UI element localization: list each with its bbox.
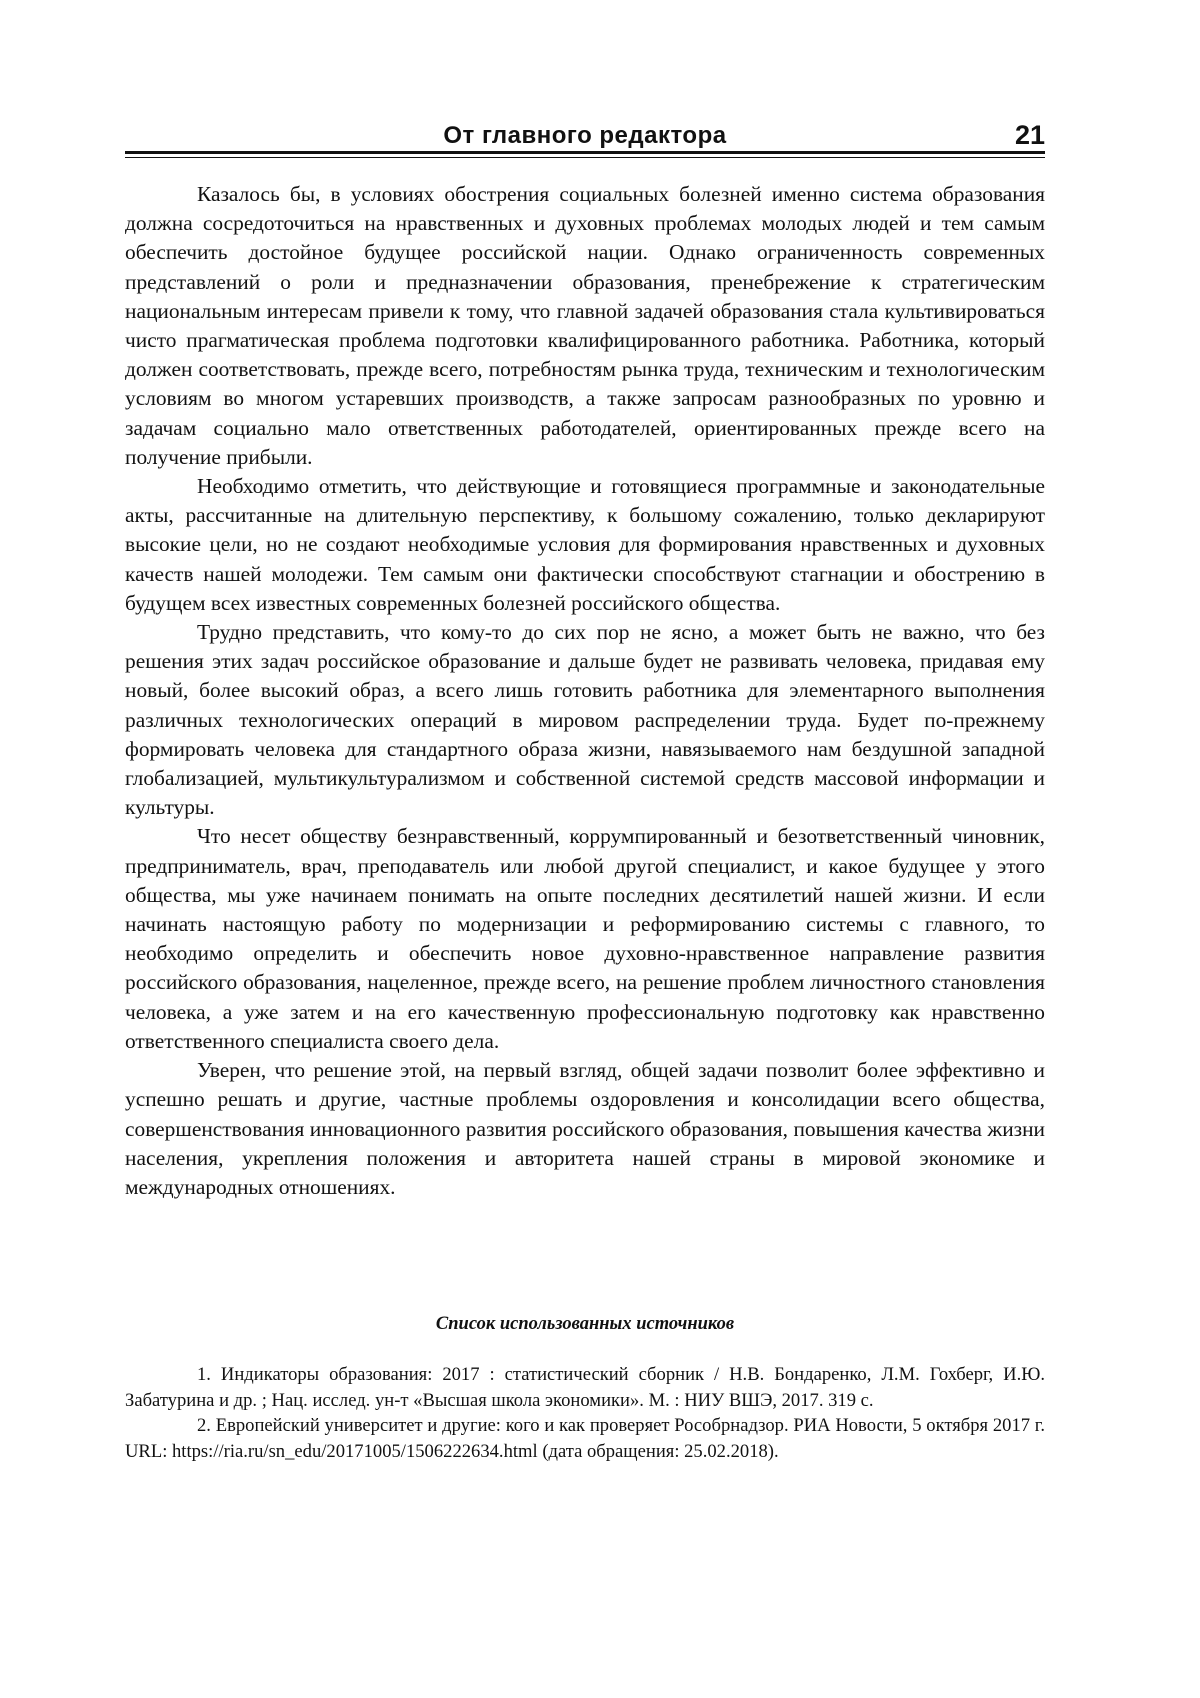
paragraph: Трудно представить, что кому-то до сих пор не ясно, а может быть не важно, что без решения этих задач российское образование и дальше будет не развивать человека, придавая ему новый, более высокий образ, а всего лишь готовить работника для элементарного выполнения различных технологических операций в мировом распределении труда. Будет по-прежнему формировать человека для стандартного образа жизни, навязываемого нам бездушной западной глобализацией, мультикультурализмом и собственной системой средств массовой информации и культуры.: [125, 620, 1045, 820]
paragraph: Необходимо отметить, что действующие и готовящиеся программные и законодательные акты, рассчитанные на длительную перспективу, к большому сожалению, только декларируют высокие цели, но не создают необходимые условия для формирования нравственных и духовных качеств нашей молодежи. Тем самым они фактически способствуют стагнации и обострению в будущем всех известных современных болезней российского общества.: [125, 474, 1045, 615]
page-number: 21: [1014, 120, 1045, 150]
header-rule-thin: [125, 157, 1045, 158]
reference-item: 1. Индикаторы образования: 2017 : статистический сборник / Н.В. Бондаренко, Л.М. Гохберг, И.Ю. Забатурина и др. ; Нац. исслед. ун-т «Высшая школа экономики». М. : НИУ ВШЭ, 2017. 319 с.: [125, 1364, 1045, 1411]
paragraph: Что несет обществу безнравственный, коррумпированный и безответственный чиновник, предприниматель, врач, преподаватель или любой другой специалист, и какое будущее у этого общества, мы уже начинаем понимать на опыте последних десятилетий нашей жизни. И если начинать настоящую работу по модернизации и реформированию системы с главного, то необходимо определить и обеспечить новое духовно-нравственное направление развития российского образования, нацеленное, прежде всего, на решение проблем личностного становления человека, а уже затем и на его качественную профессиональную подготовку как нравственно ответственного специалиста своего дела.: [125, 824, 1045, 1053]
reference-item: 2. Европейский университет и другие: кого и как проверяет Рособрнадзор. РИА Новости, 5 октября 2017 г. URL: https://ria.ru/sn_edu/20171005/1506222634.html (дата обращения: 25.02.2018).: [125, 1415, 1045, 1462]
paragraph: Уверен, что решение этой, на первый взгляд, общей задачи позволит более эффективно и успешно решать и другие, частные проблемы оздоровления и консолидации всего общества, совершенствования инновационного развития российского образования, повышения качества жизни населения, укрепления положения и авторитета нашей страны в мировой экономике и международных отношениях.: [125, 1058, 1045, 1199]
article-body: [125, 180, 1045, 1202]
header-rule-thick: [125, 151, 1045, 154]
references-title: Список использованных источников: [435, 1314, 735, 1334]
section-title: От главного редактора: [443, 122, 727, 149]
references-list: [125, 1362, 1045, 1464]
paragraph: Казалось бы, в условиях обострения социальных болезней именно система образования должна сосредоточиться на нравственных и духовных проблемах молодых людей и тем самым обеспечить достойное будущее российской нации. Однако ограниченность современных представлений о роли и предназначении образования, пренебрежение к стратегическим национальным интересам привели к тому, что главной задачей образования стала культивироваться чисто прагматическая проблема подготовки квалифицированного работника. Работника, который должен соответствовать, прежде всего, потребностям рынка труда, техническим и технологическим условиям во многом устаревших производств, а также запросам разнообразных по уровню и задачам социально мало ответственных работодателей, ориентированных прежде всего на получение прибыли.: [125, 182, 1045, 469]
